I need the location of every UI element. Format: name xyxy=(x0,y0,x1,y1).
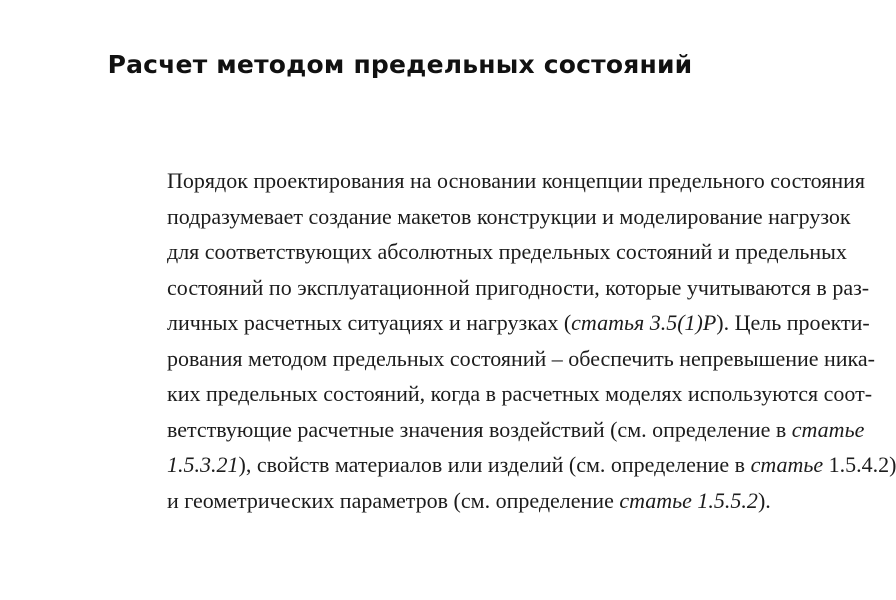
paragraph-line xyxy=(167,376,873,412)
body-paragraph xyxy=(167,163,896,518)
paragraph-line xyxy=(167,234,847,270)
text-run: подразумевает создание макетов конструкции и моделирование нагрузок xyxy=(167,203,851,229)
paragraph-line xyxy=(167,341,876,377)
text-run: Порядок проектирования на основании концепции предельного состояния xyxy=(167,168,866,193)
reference-italic: статья 3.5(1)Р xyxy=(571,310,717,335)
text-run: ). Цель проекти- xyxy=(716,310,870,335)
paragraph-line xyxy=(167,483,771,519)
text-run: ветствующие расчетные значения воздействий (см. определение в xyxy=(167,416,792,442)
slide-title: Расчет методом предельных состояний xyxy=(107,50,693,79)
reference-italic: статье 1.5.5.2 xyxy=(619,487,758,513)
text-run: для соответствующих абсолютных предельных состояний и предельных xyxy=(167,239,847,264)
paragraph-line xyxy=(167,163,866,199)
text-run: рования методом предельных состояний – обеспечить непревышение ника- xyxy=(167,345,876,371)
paragraph-line xyxy=(167,270,870,306)
text-run: ких предельных состояний, когда в расчетных моделях используются соот- xyxy=(167,381,873,406)
paragraph-line xyxy=(167,412,865,448)
paragraph-line xyxy=(167,447,896,483)
paragraph-line xyxy=(167,305,870,341)
text-run: ). xyxy=(757,487,771,513)
reference-italic: статье xyxy=(750,452,824,477)
text-run: состояний по эксплуатационной пригодности, которые учитываются в раз- xyxy=(167,274,870,300)
reference-italic: 1.5.3.21 xyxy=(167,452,239,477)
paragraph-line xyxy=(167,199,851,235)
text-run: и геометрических параметров (см. определение xyxy=(167,487,620,513)
text-run: личных расчетных ситуациях и нагрузках ( xyxy=(167,310,572,335)
reference-italic: статье xyxy=(791,416,865,442)
text-run: ), свойств материалов или изделий (см. определение в xyxy=(238,452,751,477)
text-run: 1.5.4.2) xyxy=(823,452,896,477)
